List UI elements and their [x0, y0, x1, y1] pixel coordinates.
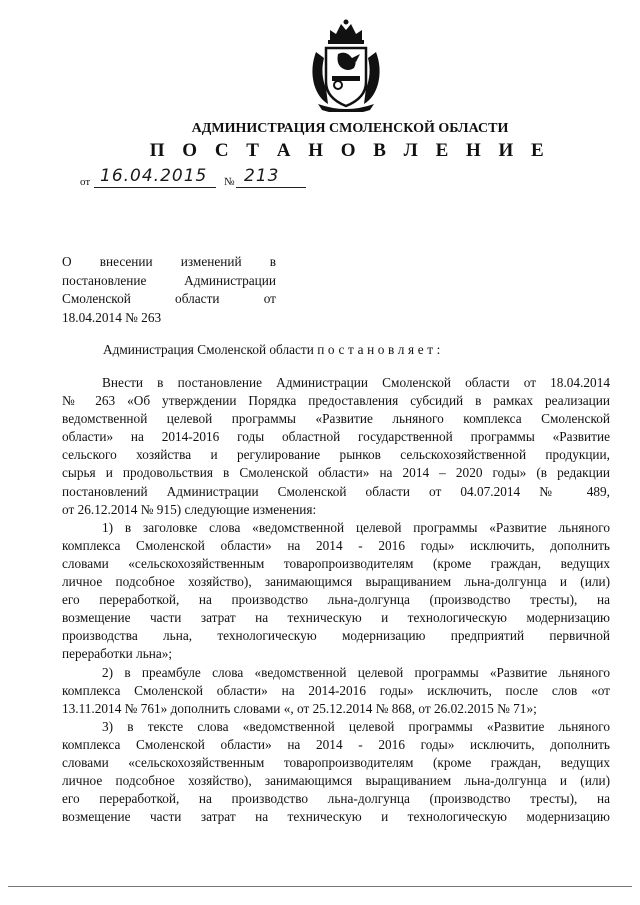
body-line: его переработкой, на производство льна-долгунца (производство тресты), на: [62, 592, 610, 608]
date-value: 16.04.2015: [100, 166, 208, 186]
body-line: № 263 «Об утверждении Порядка предоставления субсидий в рамках реализации: [62, 393, 610, 409]
date-underline: [94, 187, 216, 188]
document-body: [62, 374, 610, 826]
body-line: области» на 2014-2016 годы областной государственной программы «Развитие: [62, 429, 610, 445]
number-value: 213: [244, 166, 280, 186]
body-line: сельского хозяйства и регулирование рынков сельскохозяйственной продукции,: [62, 447, 610, 463]
body-line: комплекса Смоленской области» на 2014 - 2016 годы» исключить, дополнить: [62, 537, 610, 553]
coat-of-arms-icon: [308, 18, 384, 112]
body-line: комплекса Смоленской области» на 2014-2016 годы» исключить, после слов «от: [62, 682, 610, 698]
body-line: переработки льна»;: [62, 646, 173, 662]
document-subject: [62, 253, 276, 327]
subject-line: постановление Администрации: [62, 272, 276, 288]
body-line: личное подсобное хозяйство), занимающимся выращиванием льна-долгунца и (или): [62, 574, 610, 590]
number-underline: [236, 187, 306, 188]
preamble: [103, 342, 444, 358]
body-line: 2) в преамбуле слова «ведомственной целевой программы «Развитие льняного: [102, 664, 610, 680]
body-line: личное подсобное хозяйство), занимающимся выращиванием льна-долгунца и (или): [62, 773, 610, 789]
body-line: производства льна, технологическую модернизацию предприятий первичной: [62, 628, 610, 644]
body-line: 13.11.2014 № 761» дополнить словами «, от 25.12.2014 № 868, от 26.02.2015 № 71»;: [62, 700, 537, 716]
number-label: №: [224, 176, 235, 188]
date-label: от: [80, 176, 91, 188]
body-line: ведомственной целевой программы «Развитие льняного комплекса Смоленской: [62, 411, 610, 427]
body-line: постановлений Администрации Смоленской области от 04.07.2014 № 489,: [62, 483, 610, 499]
body-line: сырья и продовольствия в Смоленской области» на 2014 – 2020 годы» (в редакции: [62, 465, 610, 481]
document-type-title: П О С Т А Н О В Л Е Н И Е: [149, 140, 551, 161]
preamble-decree-word: постановляет:: [317, 342, 444, 357]
body-line: 1) в заголовке слова «ведомственной целевой программы «Развитие льняного: [102, 519, 610, 535]
page-bottom-divider: [8, 886, 632, 887]
body-line: его переработкой, на производство льна-долгунца (производство тресты), на: [62, 791, 610, 807]
organization-name: АДМИНИСТРАЦИЯ СМОЛЕНСКОЙ ОБЛАСТИ: [191, 121, 509, 136]
subject-line: О внесении изменений в: [62, 254, 276, 269]
body-line: возмещение части затрат на техническую и технологическую модернизацию: [62, 809, 610, 825]
body-line: 3) в тексте слова «ведомственной целевой программы «Развитие льняного: [102, 718, 610, 734]
subject-line: Смоленской области от: [62, 291, 276, 307]
body-line: возмещение части затрат на техническую и технологическую модернизацию: [62, 610, 610, 626]
body-line: словами «сельскохозяйственным товаропроизводителям (кроме граждан, ведущих: [62, 555, 610, 571]
body-line: от 26.12.2014 № 915) следующие изменения:: [62, 501, 317, 517]
body-line: Внести в постановление Администрации Смоленской области от 18.04.2014: [102, 375, 610, 390]
subject-line: 18.04.2014 № 263: [62, 309, 162, 325]
body-line: словами «сельскохозяйственным товаропроизводителям (кроме граждан, ведущих: [62, 754, 610, 770]
body-line: комплекса Смоленской области» на 2014 - 2016 годы» исключить, дополнить: [62, 736, 610, 752]
preamble-text: Администрация Смоленской области: [103, 342, 314, 357]
